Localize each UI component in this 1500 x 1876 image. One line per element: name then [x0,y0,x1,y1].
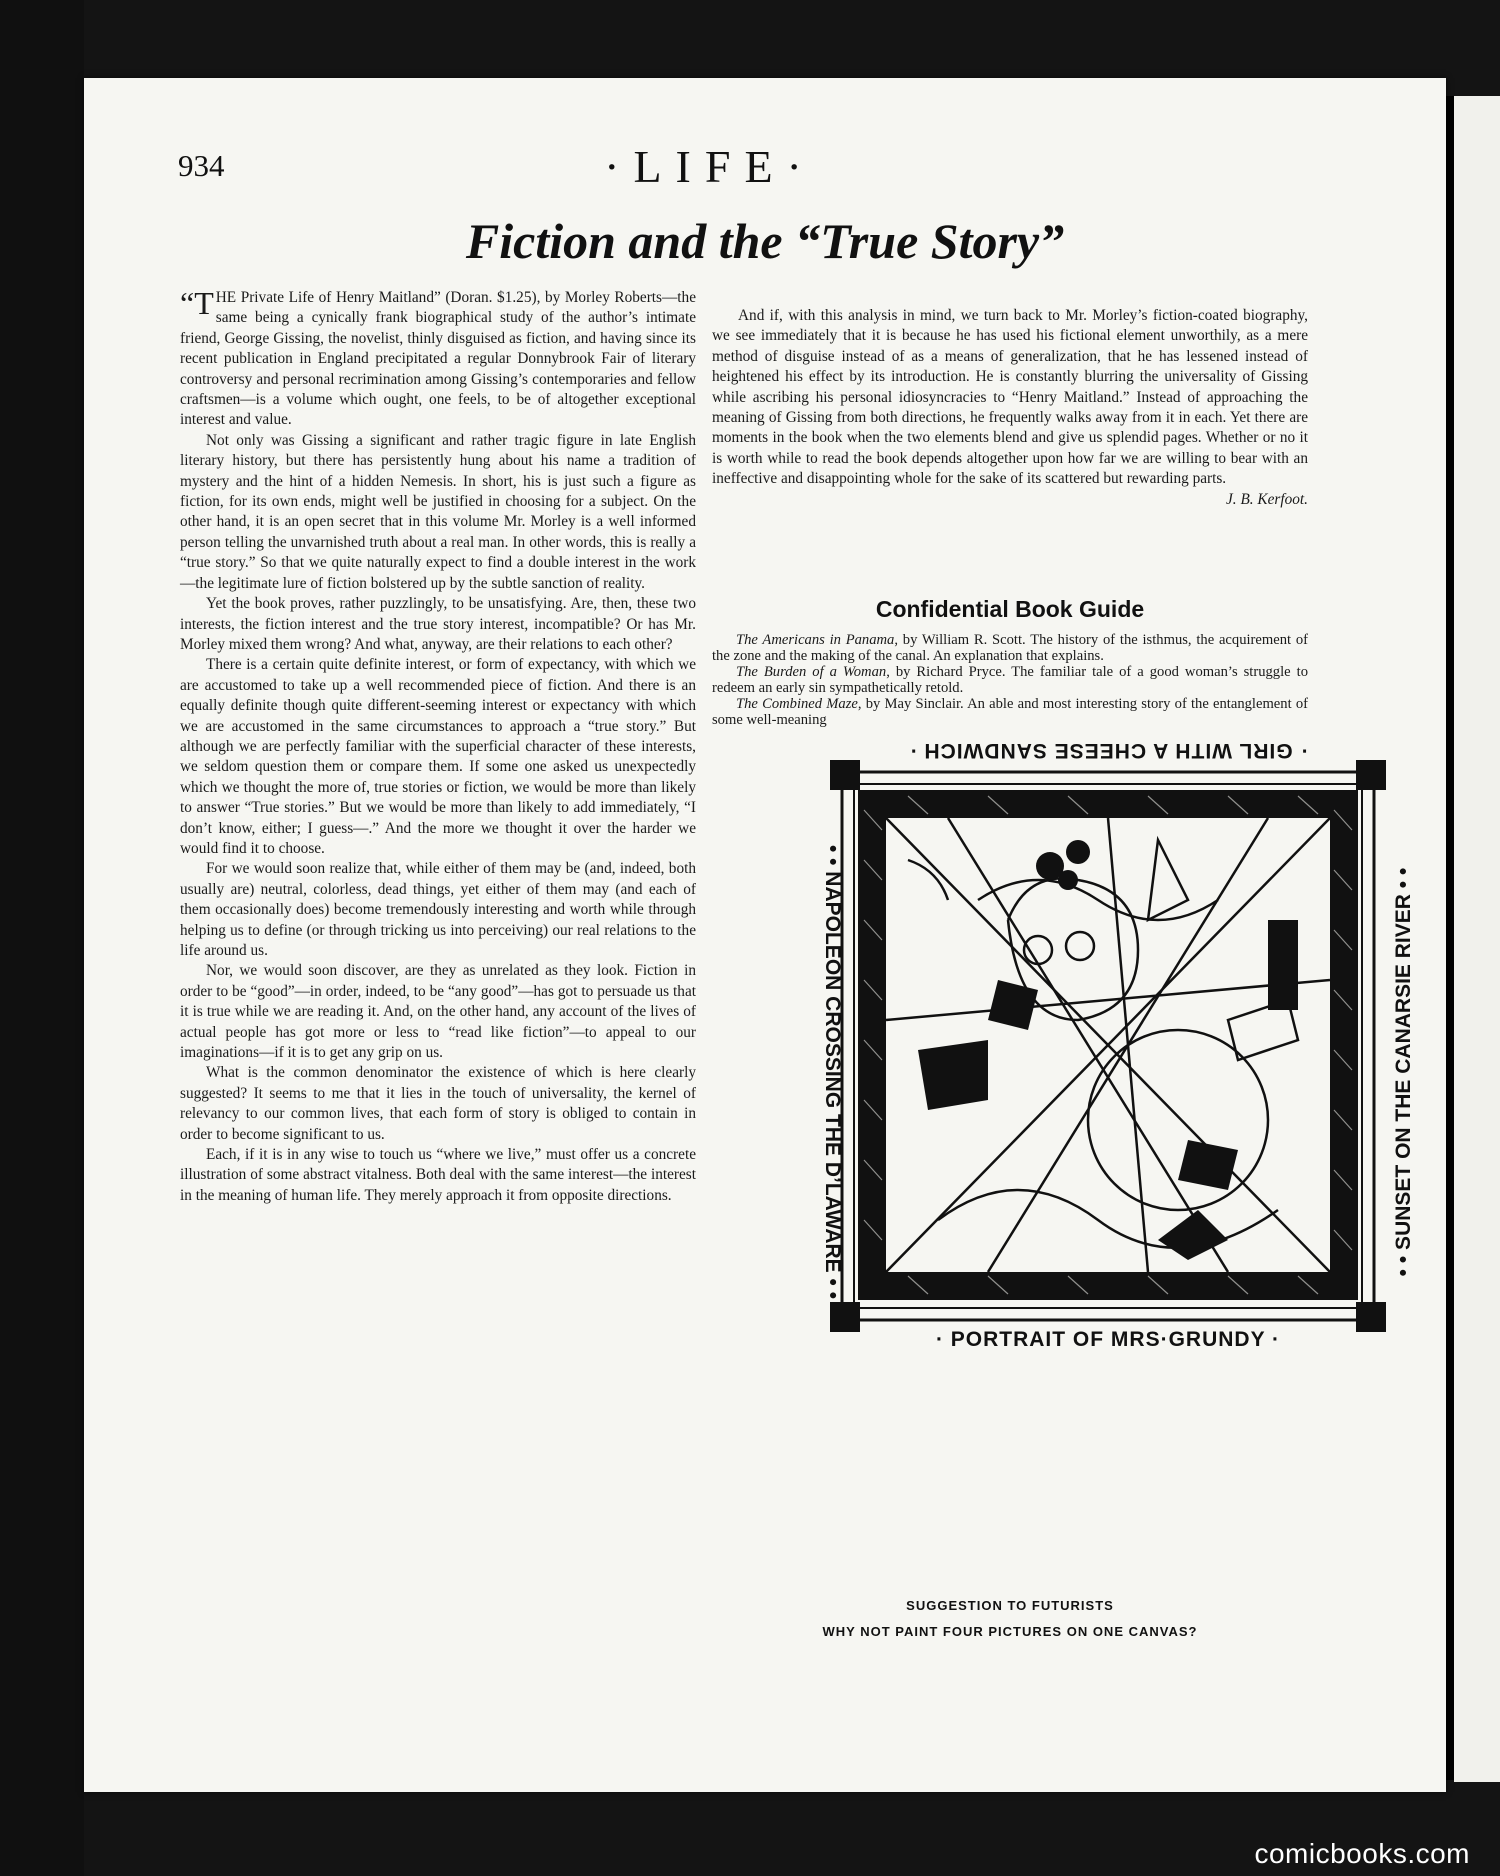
book-guide-entry: The Burden of a Woman, by Richard Pryce. The familiar tale of a good woman’s struggle to redeem an early sin sympathetically retold. [712,664,1308,696]
author-signature: J. B. Kerfoot. [1226,490,1308,508]
article-paragraph: “T HE Private Life of Henry Maitland” (Doran. $1.25), by Morley Roberts—the same being a cynically frank biographical study of the author’s intimate friend, George Gissing, the novelist, thinly disguised as fiction, and having since its recent publication in England precipitated a regular Donnybrook Fair of literary controversy and personal recrimination among Gissing’s contemporaries and fellow craftsmen—is a volume which ought, one feels, to be of altogether exceptional interest and value. [180,285,696,429]
illustration-caption: SUGGESTION TO FUTURISTS [906,1598,1114,1613]
page-number: 934 [178,148,225,183]
label-right-wrap [1124,867,1500,1277]
label-left: • • NAPOLEON CROSSING THE D’LAWARE • • [821,844,844,1300]
label-bottom: · PORTRAIT OF MRS·GRUNDY · [935,1328,1281,1351]
drop-cap: “T [180,285,214,321]
article-paragraph: Not only was Gissing a significant and rather tragic figure in late English literary history, but there has persistently hung about his name a tradition of mystery and the hint of a hidden Nemesis. In short, his is just such a figure as fiction, for its own ends, might well be justified in choosing for a subject. On the other hand, it is an open secret that in this volume Mr. Morley is a well informed person telling the unvarnished truth about a real man. In other words, this is really a “true story.” So that we quite naturally expect to find a double interest in the work—the legitimate lure of fiction bolstered up by the subtle sanction of reality. [180,431,696,592]
article-paragraph: For we would soon realize that, while either of them may be (and, indeed, both usually are) neutral, colorless, dead things, yet either of them may (and each of them occasionally does) become tremendously interesting and worth while through helping us to define (or through tricking us into perceiving) our real relations to the life around us. [180,860,696,959]
futurist-illustration [821,720,1415,1430]
page-spine [1446,96,1454,1780]
article-paragraph: And if, with this analysis in mind, we turn back to Mr. Morley’s fiction-coated biography, we see immediately that it is because he has used his fictional element unworthily, as a mere method of disguise instead of as a means of generalization, that he has lessened instead of heightened his effect by its introduction. He is constantly blurring the universality of Gissing while ascribing his personal idiosyncracies to “Henry Maitland.” Instead of approaching the meaning of Gissing from both directions, he frequently walks away from it in each. Yet there are moments in the book when the two elements blend and give us splendid pages. Whether or no it is worth while to read the book depends altogether upon how far we are willing to bear with an ineffective and disappointing whole for the sake of its scattered but rewarding parts. J. B. Kerfoot. [712,306,1308,490]
label-right: • • SUNSET ON THE CANARSIE RIVER • • [1392,867,1415,1277]
article-paragraph: There is a certain quite definite interest, or form of expectancy, with which we are accustomed to take up a well recommended piece of fiction. And there is an equally definite though quite different-seeming interest or expectancy with which we are accustomed in the same circumstances to approach a “true story.” But although we are perfectly familiar with the superficial character of these interests, we seldom question them or compare them. If some one asked us unexpectedly which we thought the more of, true stories or fiction, we would be more than likely to answer “True stories.” But we would be more than likely to add immediately, “I don’t know, either; I guess—.” And the more we thought it over the harder we would find it to choose. [180,656,696,857]
scan-background [0,0,84,1876]
watermark: comicbooks.com [1254,1838,1470,1869]
label-left-wrap [552,844,1112,1300]
article-right-column [712,306,1308,510]
masthead: ·LIFE· [604,141,816,192]
book-guide-title: Confidential Book Guide [875,596,1145,622]
article-paragraph: Nor, we would soon discover, are they as unrelated as they look. Fiction in order to be “good”—in order, indeed, to be “any good”—has got to persuade us that it is true while we are reading it. And, on the other hand, any account of the lives of actual people has got more or less to “read like fiction”—to appeal to our imaginations—if it is to get any grip on us. [180,962,696,1062]
illustration-subcaption: WHY NOT PAINT FOUR PICTURES ON ONE CANVAS? [822,1624,1198,1639]
book-guide-entry: The Combined Maze, by May Sinclair. An able and most interesting story of the entanglement of some well-meaning [712,696,1308,728]
article-paragraph: Each, if it is in any wise to touch us “where we live,” must offer us a concrete illustration of some abstract vitalness. Both deal with the same interest—the interest in the meaning of human life. They merely approach it from opposite directions. [180,1146,696,1204]
book-guide [712,632,1308,728]
book-guide-entry: The Americans in Panama, by William R. Scott. The history of the isthmus, the acquirement of the zone and the making of the canal. An explanation that explains. [712,632,1308,664]
article-paragraph: Yet the book proves, rather puzzlingly, to be unsatisfying. Are, then, these two interests, the fiction interest and the true story interest, incompatible? Or has Mr. Morley mixed them wrong? And what, anyway, are their relations to each other? [180,595,696,653]
label-top: · GIRL WITH A CHEESE SANDWICH · [908,739,1308,762]
headline: Fiction and the “True Story” [465,213,1065,269]
next-page-edge [1454,96,1500,1782]
article-paragraph: What is the common denominator the existence of which is here clearly suggested? It seems to me that it lies in the touch of universality, the kernel of relevancy to our common lives, that each form of story is obliged to contain in order to become significant to us. [180,1064,696,1143]
